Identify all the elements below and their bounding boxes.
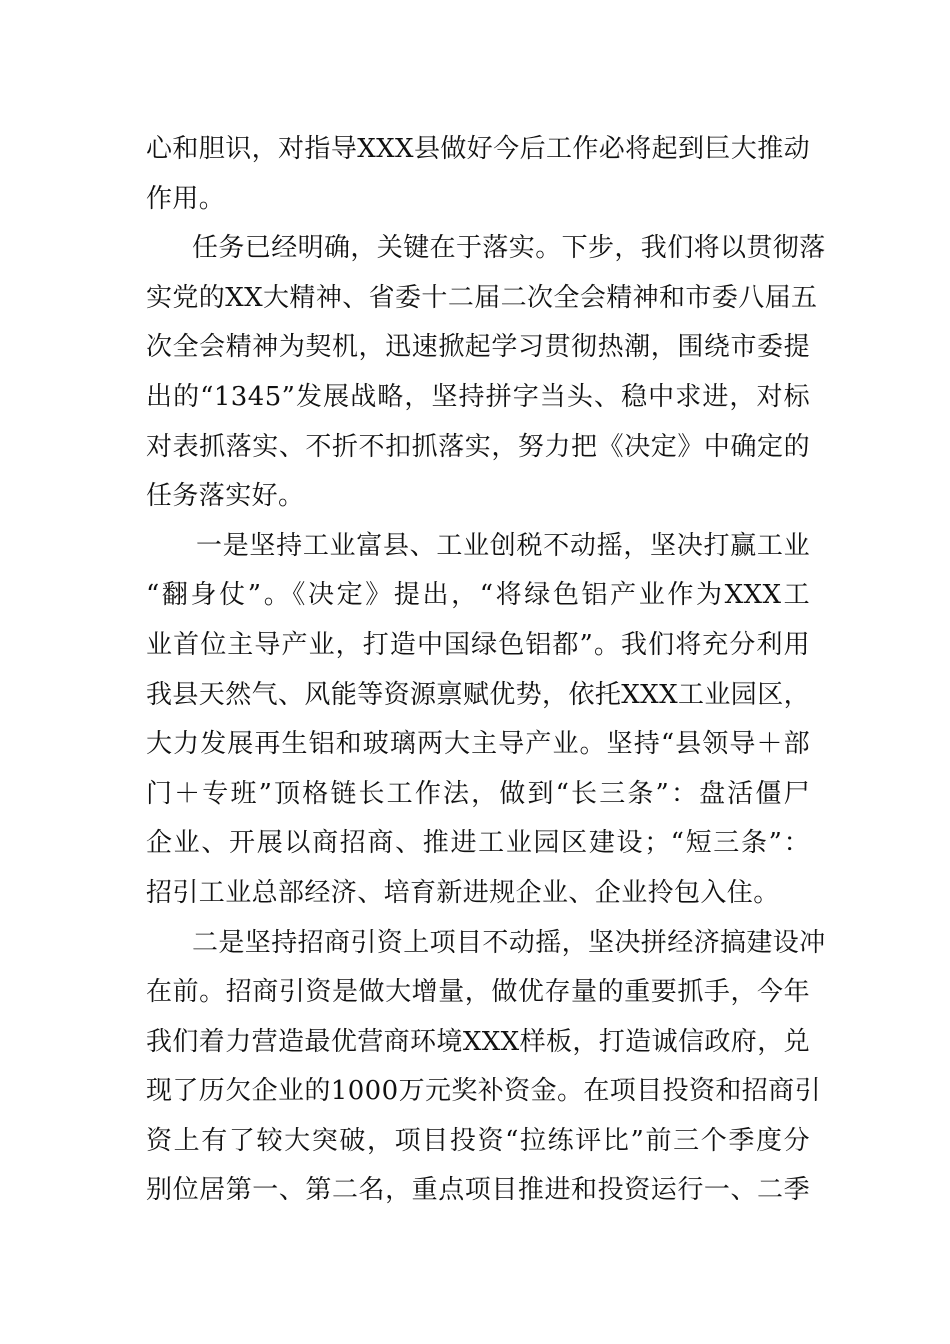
text-line: 任务已经明确，关键在于落实。下步，我们将以贯彻落 [192,233,826,264]
text-line: 对表抓落实、不折不扣抓落实，努力把《决定》中确定的 [146,431,810,462]
text-line: 次全会精神为契机，迅速掀起学习贯彻热潮，围绕市委提 [146,332,810,363]
paragraph-continuation [146,125,810,224]
paragraph-point-one [146,522,810,919]
text-line: 一是坚持工业富县、工业创税不动摇，坚决打赢工业 [196,530,810,561]
document-body [146,125,826,1216]
text-line: 我县天然气、风能等资源禀赋优势，依托XXX工业园区， [146,679,810,710]
text-line: 门＋专班”顶格链长工作法，做到“长三条”：盘活僵尸 [146,778,810,809]
text-line: 出的“1345”发展战略，坚持拼字当头、稳中求进，对标 [146,381,810,412]
text-line: 实党的XX大精神、省委十二届二次全会精神和市委八届五 [146,282,818,313]
paragraph-point-two [146,919,826,1217]
text-line: 资上有了较大突破，项目投资“拉练评比”前三个季度分 [146,1125,810,1156]
text-line: 业首位主导产业，打造中国绿色铝都”。我们将充分利用 [146,629,810,660]
text-line: 作用。 [146,183,226,214]
text-line: 二是坚持招商引资上项目不动摇，坚决拼经济搞建设冲 [192,927,826,958]
text-line: “翻身仗”。《决定》提出，“将绿色铝产业作为XXX工 [146,580,810,611]
text-line: 心和胆识，对指导XXX县做好今后工作必将起到巨大推动 [146,134,810,164]
text-line: 企业、开展以商招商、推进工业园区建设；“短三条”： [146,828,810,859]
text-line: 别位居第一、第二名，重点项目推进和投资运行一、二季 [146,1175,810,1206]
text-line: 大力发展再生铝和玻璃两大主导产业。坚持“县领导＋部 [146,729,810,760]
paragraph-task-implementation [146,224,826,522]
text-line: 任务落实好。 [146,481,305,512]
text-line: 招引工业总部经济、培育新进规企业、企业拎包入住。 [146,877,780,908]
text-line: 现了历欠企业的1000万元奖补资金。在项目投资和招商引 [146,1076,821,1107]
text-line: 我们着力营造最优营商环境XXX样板，打造诚信政府，兑 [146,1026,810,1057]
text-line: 在前。招商引资是做大增量，做优存量的重要抓手，今年 [146,977,810,1008]
